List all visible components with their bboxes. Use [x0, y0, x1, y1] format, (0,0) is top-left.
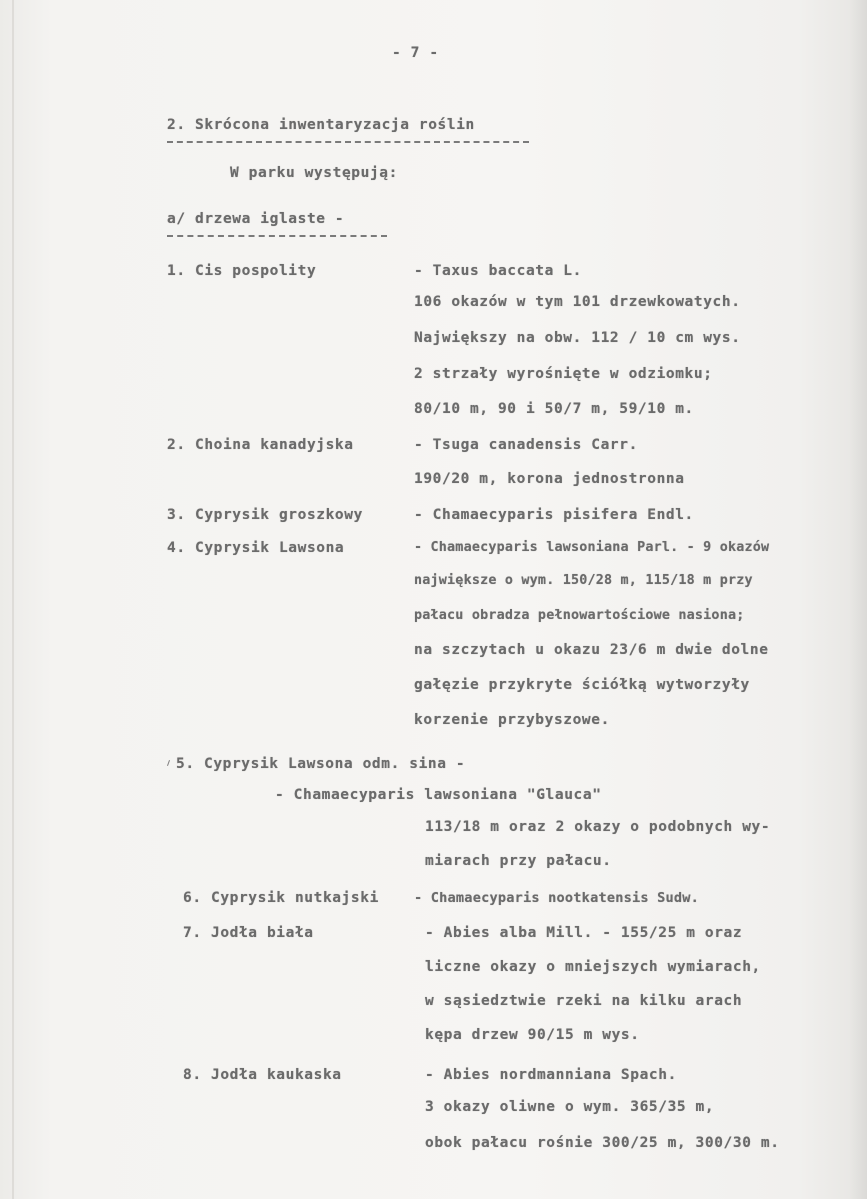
intro-text: W parku występują:	[230, 165, 398, 181]
subsection-title: a/ drzewa iglaste -	[167, 211, 345, 227]
entry-name: 2. Choina kanadyjska	[167, 437, 354, 453]
entry-line: 2 strzały wyrośnięte w odziomku;	[414, 366, 713, 382]
subsection-title-underline	[167, 235, 387, 237]
entry-line: korzenie przybyszowe.	[414, 712, 610, 728]
entry-name: 4. Cyprysik Lawsona	[167, 540, 345, 556]
entry-name: 7. Jodła biała	[183, 925, 314, 941]
entry-line: - Chamaecyparis lawsoniana "Glauca"	[275, 787, 602, 803]
section-title: 2. Skrócona inwentaryzacja roślin	[167, 117, 475, 133]
entry-line: - Chamaecyparis pisifera Endl.	[414, 507, 694, 523]
entry-line: 80/10 m, 90 i 50/7 m, 59/10 m.	[414, 401, 694, 417]
page-edge-shadow	[849, 0, 867, 1199]
entry-line: - Abies nordmanniana Spach.	[425, 1067, 677, 1083]
entry-name: 8. Jodła kaukaska	[183, 1067, 342, 1083]
entry-line: - Abies alba Mill. - 155/25 m oraz	[425, 925, 743, 941]
entry-line: na szczytach u okazu 23/6 m dwie dolne	[414, 642, 769, 658]
entry-line: 113/18 m oraz 2 okazy o podobnych wy-	[425, 819, 771, 835]
entry-line: - Chamaecyparis lawsoniana Parl. - 9 okazów	[414, 540, 770, 555]
pen-tick-mark	[167, 760, 170, 766]
entry-line: - Chamaecyparis nootkatensis Sudw.	[414, 890, 700, 906]
entry-line: 190/20 m, korona jednostronna	[414, 471, 685, 487]
page-fold	[12, 0, 14, 1199]
entry-line: w sąsiedztwie rzeki na kilku arach	[425, 993, 743, 1009]
entry-line: liczne okazy o mniejszych wymiarach,	[425, 959, 761, 975]
page-number: - 7 -	[392, 45, 439, 61]
entry-line: największe o wym. 150/28 m, 115/18 m przy	[414, 573, 753, 588]
entry-line: - Taxus baccata L.	[414, 263, 582, 279]
entry-name: 6. Cyprysik nutkajski	[183, 890, 379, 906]
entry-name: 3. Cyprysik groszkowy	[167, 507, 363, 523]
entry-line: 3 okazy oliwne o wym. 365/35 m,	[425, 1099, 715, 1115]
section-title-underline	[167, 141, 529, 143]
entry-name: 1. Cis pospolity	[167, 263, 317, 279]
entry-line: gałęzie przykryte ściółką wytworzyły	[414, 677, 750, 693]
entry-line: kępa drzew 90/15 m wys.	[425, 1027, 640, 1043]
entry-line: Największy na obw. 112 / 10 cm wys.	[414, 330, 741, 346]
entry-line: - Tsuga canadensis Carr.	[414, 437, 638, 453]
entry-name: 5. Cyprysik Lawsona odm. sina -	[176, 756, 466, 772]
entry-line: obok pałacu rośnie 300/25 m, 300/30 m.	[425, 1135, 780, 1151]
entry-line: pałacu obradza pełnowartościowe nasiona;	[414, 608, 745, 623]
entry-line: 106 okazów w tym 101 drzewkowatych.	[414, 294, 741, 310]
entry-line: miarach przy pałacu.	[425, 853, 612, 869]
